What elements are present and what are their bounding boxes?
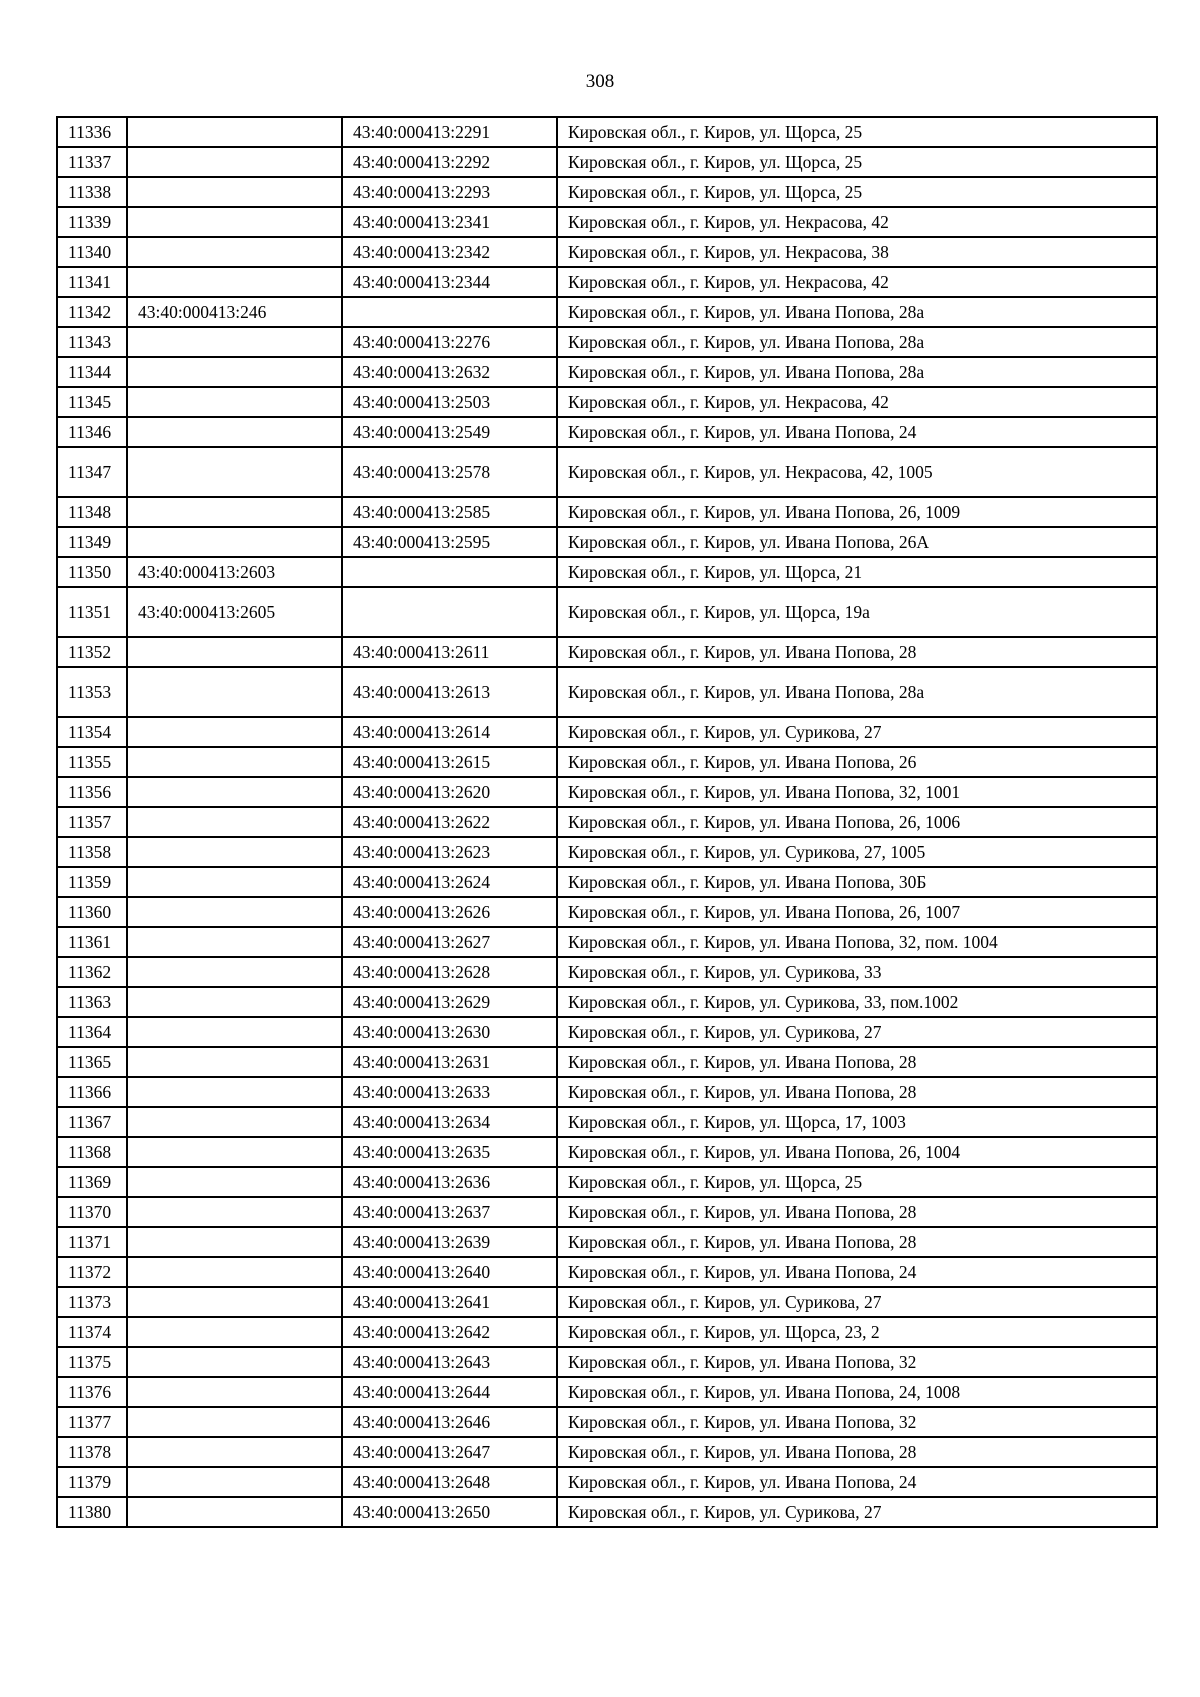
parcel-cadastral-number-cell [127, 1317, 342, 1347]
row-number-cell: 11363 [57, 987, 127, 1017]
table-row [57, 837, 1157, 867]
address-cell: Кировская обл., г. Киров, ул. Ивана Попова, 24 [557, 1257, 1157, 1287]
address-cell: Кировская обл., г. Киров, ул. Щорса, 23, 2 [557, 1317, 1157, 1347]
object-cadastral-number-cell: 43:40:000413:2293 [342, 177, 557, 207]
address-cell: Кировская обл., г. Киров, ул. Ивана Попова, 24 [557, 417, 1157, 447]
object-cadastral-number-cell: 43:40:000413:2626 [342, 897, 557, 927]
row-number-cell: 11357 [57, 807, 127, 837]
address-cell: Кировская обл., г. Киров, ул. Ивана Попова, 32, 1001 [557, 777, 1157, 807]
table-row [57, 1497, 1157, 1527]
row-number-cell: 11343 [57, 327, 127, 357]
parcel-cadastral-number-cell [127, 1407, 342, 1437]
parcel-cadastral-number-cell [127, 1467, 342, 1497]
parcel-cadastral-number-cell [127, 897, 342, 927]
table-row [57, 1017, 1157, 1047]
object-cadastral-number-cell: 43:40:000413:2291 [342, 117, 557, 147]
object-cadastral-number-cell: 43:40:000413:2342 [342, 237, 557, 267]
parcel-cadastral-number-cell [127, 207, 342, 237]
object-cadastral-number-cell: 43:40:000413:2633 [342, 1077, 557, 1107]
address-cell: Кировская обл., г. Киров, ул. Щорса, 25 [557, 1167, 1157, 1197]
table-row [57, 497, 1157, 527]
table-row [57, 1047, 1157, 1077]
parcel-cadastral-number-cell [127, 177, 342, 207]
address-cell: Кировская обл., г. Киров, ул. Ивана Попова, 26 [557, 747, 1157, 777]
table-row [57, 1437, 1157, 1467]
parcel-cadastral-number-cell: 43:40:000413:2603 [127, 557, 342, 587]
object-cadastral-number-cell: 43:40:000413:2624 [342, 867, 557, 897]
table-row [57, 117, 1157, 147]
page-number: 308 [585, 71, 615, 92]
row-number-cell: 11378 [57, 1437, 127, 1467]
parcel-cadastral-number-cell [127, 417, 342, 447]
address-cell: Кировская обл., г. Киров, ул. Ивана Попова, 32, пом. 1004 [557, 927, 1157, 957]
object-cadastral-number-cell: 43:40:000413:2642 [342, 1317, 557, 1347]
row-number-cell: 11365 [57, 1047, 127, 1077]
table-row [57, 1137, 1157, 1167]
object-cadastral-number-cell [342, 587, 557, 637]
address-cell: Кировская обл., г. Киров, ул. Ивана Попова, 32 [557, 1407, 1157, 1437]
row-number-cell: 11348 [57, 497, 127, 527]
row-number-cell: 11377 [57, 1407, 127, 1437]
address-cell: Кировская обл., г. Киров, ул. Щорса, 19а [557, 587, 1157, 637]
address-cell: Кировская обл., г. Киров, ул. Ивана Попова, 28 [557, 637, 1157, 667]
row-number-cell: 11361 [57, 927, 127, 957]
address-cell: Кировская обл., г. Киров, ул. Ивана Попова, 26, 1009 [557, 497, 1157, 527]
row-number-cell: 11344 [57, 357, 127, 387]
row-number-cell: 11373 [57, 1287, 127, 1317]
parcel-cadastral-number-cell [127, 837, 342, 867]
object-cadastral-number-cell: 43:40:000413:2623 [342, 837, 557, 867]
address-cell: Кировская обл., г. Киров, ул. Некрасова, 42, 1005 [557, 447, 1157, 497]
parcel-cadastral-number-cell [127, 1377, 342, 1407]
address-cell: Кировская обл., г. Киров, ул. Ивана Попова, 28 [557, 1077, 1157, 1107]
parcel-cadastral-number-cell [127, 807, 342, 837]
row-number-cell: 11374 [57, 1317, 127, 1347]
object-cadastral-number-cell: 43:40:000413:2595 [342, 527, 557, 557]
row-number-cell: 11340 [57, 237, 127, 267]
parcel-cadastral-number-cell [127, 717, 342, 747]
row-number-cell: 11362 [57, 957, 127, 987]
address-cell: Кировская обл., г. Киров, ул. Ивана Попова, 26, 1007 [557, 897, 1157, 927]
table-row [57, 1317, 1157, 1347]
table-row [57, 327, 1157, 357]
object-cadastral-number-cell: 43:40:000413:2643 [342, 1347, 557, 1377]
object-cadastral-number-cell: 43:40:000413:2647 [342, 1437, 557, 1467]
table-row [57, 527, 1157, 557]
table-row [57, 1467, 1157, 1497]
table-row [57, 207, 1157, 237]
address-cell: Кировская обл., г. Киров, ул. Щорса, 25 [557, 117, 1157, 147]
row-number-cell: 11359 [57, 867, 127, 897]
registry-table [56, 116, 1158, 1528]
table-row [57, 1257, 1157, 1287]
parcel-cadastral-number-cell [127, 667, 342, 717]
table-row [57, 1347, 1157, 1377]
object-cadastral-number-cell: 43:40:000413:2636 [342, 1167, 557, 1197]
object-cadastral-number-cell: 43:40:000413:2549 [342, 417, 557, 447]
parcel-cadastral-number-cell [127, 1017, 342, 1047]
address-cell: Кировская обл., г. Киров, ул. Сурикова, 27 [557, 1497, 1157, 1527]
address-cell: Кировская обл., г. Киров, ул. Сурикова, 33, пом.1002 [557, 987, 1157, 1017]
object-cadastral-number-cell: 43:40:000413:2614 [342, 717, 557, 747]
address-cell: Кировская обл., г. Киров, ул. Ивана Попова, 28 [557, 1227, 1157, 1257]
parcel-cadastral-number-cell [127, 1047, 342, 1077]
object-cadastral-number-cell: 43:40:000413:2622 [342, 807, 557, 837]
parcel-cadastral-number-cell [127, 987, 342, 1017]
row-number-cell: 11347 [57, 447, 127, 497]
table-row [57, 747, 1157, 777]
parcel-cadastral-number-cell [127, 1227, 342, 1257]
row-number-cell: 11351 [57, 587, 127, 637]
row-number-cell: 11349 [57, 527, 127, 557]
object-cadastral-number-cell: 43:40:000413:2644 [342, 1377, 557, 1407]
table-row [57, 177, 1157, 207]
table-row [57, 147, 1157, 177]
row-number-cell: 11366 [57, 1077, 127, 1107]
address-cell: Кировская обл., г. Киров, ул. Ивана Попова, 28а [557, 667, 1157, 717]
table-row [57, 717, 1157, 747]
table-row [57, 1407, 1157, 1437]
table-row [57, 957, 1157, 987]
object-cadastral-number-cell: 43:40:000413:2631 [342, 1047, 557, 1077]
parcel-cadastral-number-cell [127, 1287, 342, 1317]
address-cell: Кировская обл., г. Киров, ул. Щорса, 17, 1003 [557, 1107, 1157, 1137]
object-cadastral-number-cell: 43:40:000413:2344 [342, 267, 557, 297]
table-row [57, 927, 1157, 957]
row-number-cell: 11337 [57, 147, 127, 177]
address-cell: Кировская обл., г. Киров, ул. Ивана Попова, 28а [557, 327, 1157, 357]
row-number-cell: 11369 [57, 1167, 127, 1197]
table-row [57, 267, 1157, 297]
parcel-cadastral-number-cell [127, 527, 342, 557]
table-row [57, 1227, 1157, 1257]
address-cell: Кировская обл., г. Киров, ул. Сурикова, 27, 1005 [557, 837, 1157, 867]
row-number-cell: 11350 [57, 557, 127, 587]
table-row [57, 637, 1157, 667]
address-cell: Кировская обл., г. Киров, ул. Ивана Попова, 28а [557, 357, 1157, 387]
address-cell: Кировская обл., г. Киров, ул. Ивана Попова, 26А [557, 527, 1157, 557]
object-cadastral-number-cell: 43:40:000413:2578 [342, 447, 557, 497]
table-row [57, 987, 1157, 1017]
table-row [57, 417, 1157, 447]
row-number-cell: 11352 [57, 637, 127, 667]
row-number-cell: 11339 [57, 207, 127, 237]
address-cell: Кировская обл., г. Киров, ул. Ивана Попова, 26, 1006 [557, 807, 1157, 837]
parcel-cadastral-number-cell [127, 637, 342, 667]
object-cadastral-number-cell: 43:40:000413:2629 [342, 987, 557, 1017]
parcel-cadastral-number-cell [127, 777, 342, 807]
row-number-cell: 11375 [57, 1347, 127, 1377]
table-row [57, 387, 1157, 417]
address-cell: Кировская обл., г. Киров, ул. Ивана Попова, 28а [557, 297, 1157, 327]
object-cadastral-number-cell: 43:40:000413:2634 [342, 1107, 557, 1137]
object-cadastral-number-cell: 43:40:000413:2503 [342, 387, 557, 417]
address-cell: Кировская обл., г. Киров, ул. Сурикова, 27 [557, 717, 1157, 747]
parcel-cadastral-number-cell [127, 1077, 342, 1107]
object-cadastral-number-cell: 43:40:000413:2648 [342, 1467, 557, 1497]
address-cell: Кировская обл., г. Киров, ул. Некрасова, 42 [557, 387, 1157, 417]
table-row [57, 447, 1157, 497]
table-row [57, 1167, 1157, 1197]
object-cadastral-number-cell [342, 557, 557, 587]
parcel-cadastral-number-cell [127, 927, 342, 957]
object-cadastral-number-cell: 43:40:000413:2646 [342, 1407, 557, 1437]
table-row [57, 807, 1157, 837]
table-row [57, 587, 1157, 637]
row-number-cell: 11353 [57, 667, 127, 717]
row-number-cell: 11379 [57, 1467, 127, 1497]
object-cadastral-number-cell: 43:40:000413:2630 [342, 1017, 557, 1047]
address-cell: Кировская обл., г. Киров, ул. Ивана Попова, 28 [557, 1197, 1157, 1227]
row-number-cell: 11341 [57, 267, 127, 297]
parcel-cadastral-number-cell [127, 1257, 342, 1287]
table-row [57, 357, 1157, 387]
registry-table-body [57, 117, 1157, 1527]
address-cell: Кировская обл., г. Киров, ул. Ивана Попова, 26, 1004 [557, 1137, 1157, 1167]
parcel-cadastral-number-cell [127, 327, 342, 357]
parcel-cadastral-number-cell [127, 1497, 342, 1527]
parcel-cadastral-number-cell: 43:40:000413:2605 [127, 587, 342, 637]
row-number-cell: 11364 [57, 1017, 127, 1047]
object-cadastral-number-cell: 43:40:000413:2341 [342, 207, 557, 237]
address-cell: Кировская обл., г. Киров, ул. Некрасова, 42 [557, 207, 1157, 237]
parcel-cadastral-number-cell [127, 1137, 342, 1167]
parcel-cadastral-number-cell [127, 1107, 342, 1137]
address-cell: Кировская обл., г. Киров, ул. Сурикова, 33 [557, 957, 1157, 987]
row-number-cell: 11368 [57, 1137, 127, 1167]
row-number-cell: 11346 [57, 417, 127, 447]
object-cadastral-number-cell: 43:40:000413:2585 [342, 497, 557, 527]
address-cell: Кировская обл., г. Киров, ул. Некрасова, 38 [557, 237, 1157, 267]
address-cell: Кировская обл., г. Киров, ул. Ивана Попова, 32 [557, 1347, 1157, 1377]
table-row [57, 1197, 1157, 1227]
object-cadastral-number-cell [342, 297, 557, 327]
parcel-cadastral-number-cell [127, 147, 342, 177]
object-cadastral-number-cell: 43:40:000413:2632 [342, 357, 557, 387]
parcel-cadastral-number-cell [127, 447, 342, 497]
parcel-cadastral-number-cell [127, 497, 342, 527]
table-row [57, 297, 1157, 327]
object-cadastral-number-cell: 43:40:000413:2650 [342, 1497, 557, 1527]
object-cadastral-number-cell: 43:40:000413:2641 [342, 1287, 557, 1317]
object-cadastral-number-cell: 43:40:000413:2635 [342, 1137, 557, 1167]
parcel-cadastral-number-cell [127, 357, 342, 387]
table-row [57, 1377, 1157, 1407]
row-number-cell: 11372 [57, 1257, 127, 1287]
row-number-cell: 11358 [57, 837, 127, 867]
object-cadastral-number-cell: 43:40:000413:2611 [342, 637, 557, 667]
parcel-cadastral-number-cell: 43:40:000413:246 [127, 297, 342, 327]
table-row [57, 777, 1157, 807]
parcel-cadastral-number-cell [127, 1437, 342, 1467]
address-cell: Кировская обл., г. Киров, ул. Щорса, 21 [557, 557, 1157, 587]
table-row [57, 1077, 1157, 1107]
address-cell: Кировская обл., г. Киров, ул. Ивана Попова, 24 [557, 1467, 1157, 1497]
object-cadastral-number-cell: 43:40:000413:2640 [342, 1257, 557, 1287]
table-row [57, 237, 1157, 267]
address-cell: Кировская обл., г. Киров, ул. Сурикова, 27 [557, 1017, 1157, 1047]
address-cell: Кировская обл., г. Киров, ул. Щорса, 25 [557, 177, 1157, 207]
parcel-cadastral-number-cell [127, 747, 342, 777]
row-number-cell: 11371 [57, 1227, 127, 1257]
parcel-cadastral-number-cell [127, 1347, 342, 1377]
row-number-cell: 11367 [57, 1107, 127, 1137]
parcel-cadastral-number-cell [127, 237, 342, 267]
row-number-cell: 11345 [57, 387, 127, 417]
object-cadastral-number-cell: 43:40:000413:2627 [342, 927, 557, 957]
row-number-cell: 11360 [57, 897, 127, 927]
address-cell: Кировская обл., г. Киров, ул. Некрасова, 42 [557, 267, 1157, 297]
row-number-cell: 11376 [57, 1377, 127, 1407]
table-row [57, 1107, 1157, 1137]
parcel-cadastral-number-cell [127, 867, 342, 897]
table-row [57, 897, 1157, 927]
object-cadastral-number-cell: 43:40:000413:2620 [342, 777, 557, 807]
address-cell: Кировская обл., г. Киров, ул. Щорса, 25 [557, 147, 1157, 177]
row-number-cell: 11355 [57, 747, 127, 777]
table-row [57, 1287, 1157, 1317]
row-number-cell: 11354 [57, 717, 127, 747]
object-cadastral-number-cell: 43:40:000413:2615 [342, 747, 557, 777]
address-cell: Кировская обл., г. Киров, ул. Сурикова, 27 [557, 1287, 1157, 1317]
table-row [57, 667, 1157, 717]
row-number-cell: 11370 [57, 1197, 127, 1227]
address-cell: Кировская обл., г. Киров, ул. Ивана Попова, 28 [557, 1047, 1157, 1077]
row-number-cell: 11380 [57, 1497, 127, 1527]
parcel-cadastral-number-cell [127, 957, 342, 987]
address-cell: Кировская обл., г. Киров, ул. Ивана Попова, 24, 1008 [557, 1377, 1157, 1407]
parcel-cadastral-number-cell [127, 267, 342, 297]
parcel-cadastral-number-cell [127, 1197, 342, 1227]
row-number-cell: 11336 [57, 117, 127, 147]
object-cadastral-number-cell: 43:40:000413:2292 [342, 147, 557, 177]
object-cadastral-number-cell: 43:40:000413:2637 [342, 1197, 557, 1227]
address-cell: Кировская обл., г. Киров, ул. Ивана Попова, 28 [557, 1437, 1157, 1467]
object-cadastral-number-cell: 43:40:000413:2628 [342, 957, 557, 987]
address-cell: Кировская обл., г. Киров, ул. Ивана Попова, 30Б [557, 867, 1157, 897]
object-cadastral-number-cell: 43:40:000413:2639 [342, 1227, 557, 1257]
object-cadastral-number-cell: 43:40:000413:2613 [342, 667, 557, 717]
parcel-cadastral-number-cell [127, 117, 342, 147]
parcel-cadastral-number-cell [127, 1167, 342, 1197]
row-number-cell: 11356 [57, 777, 127, 807]
object-cadastral-number-cell: 43:40:000413:2276 [342, 327, 557, 357]
row-number-cell: 11338 [57, 177, 127, 207]
table-row [57, 557, 1157, 587]
row-number-cell: 11342 [57, 297, 127, 327]
parcel-cadastral-number-cell [127, 387, 342, 417]
table-row [57, 867, 1157, 897]
